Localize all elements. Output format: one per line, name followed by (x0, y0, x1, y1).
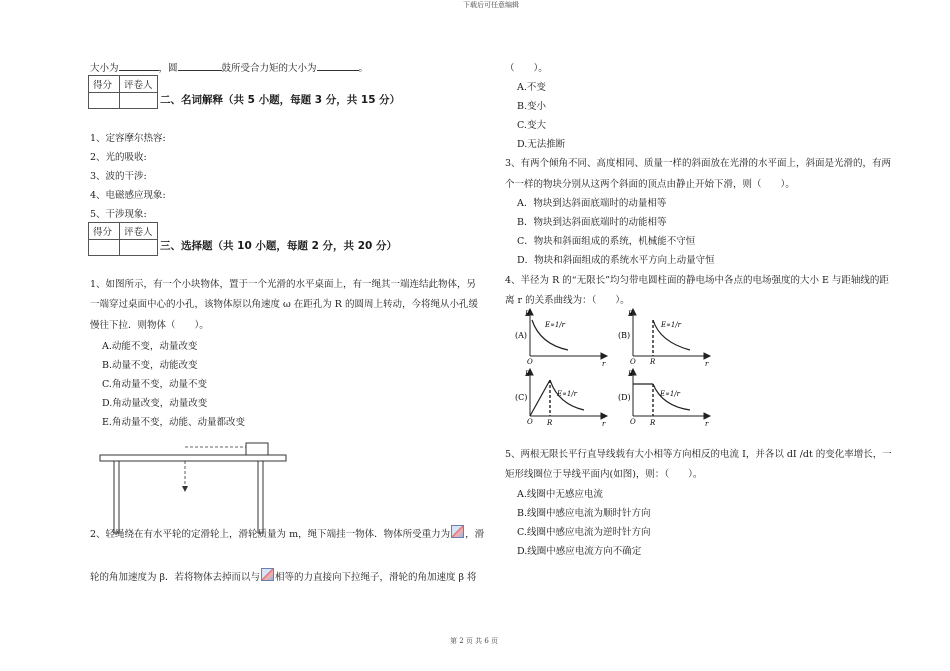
option-text: C.角动量不变，动量不变 (102, 379, 207, 390)
axis-label-r: r (602, 360, 606, 368)
axis-label-o: O (630, 418, 636, 426)
question-text: 1、如图所示，有一个小块物体，置于一个光滑的水平桌面上，有一绳其一端连结此物体，另 (90, 279, 477, 290)
axis-label-o: O (527, 418, 533, 426)
axis-label-radius: R (650, 358, 656, 366)
option-text: C．物块和斜面组成的系统，机械能不守恒 (517, 236, 696, 247)
axis-label-r: r (705, 360, 709, 368)
question-text: （ ）。 (505, 63, 548, 74)
grader-cell (120, 240, 158, 256)
option-text: C.变大 (517, 120, 546, 131)
section-title: 三、选择题（共 10 小题，每题 2 分，共 20 分） (160, 240, 397, 252)
axis-label-radius: R (650, 419, 656, 427)
option-text: D．物块和斜面组成的系统水平方向上动量守恒 (517, 255, 715, 266)
question-text: 一端穿过桌面中心的小孔，该物体原以角速度 ω 在距孔为 R 的圆周上转动，今将绳从小孔缓 (90, 299, 478, 310)
graph-formula: E∝1/r (660, 390, 681, 398)
axis-label-r: r (705, 420, 709, 428)
score-label: 得分 (89, 76, 120, 93)
question-text: 慢往下拉．则物体（ ）。 (90, 320, 209, 331)
question-text: 个一样的物块分别从这两个斜面的顶点由静止开始下滑，则（ ）。 (505, 179, 795, 190)
fill-text: ，圆 (158, 63, 178, 74)
graph-label: (D) (618, 393, 631, 402)
fill-text: 。 (358, 63, 369, 74)
axis-label-radius: R (547, 419, 553, 427)
option-text: B.线圈中感应电流为顺时针方向 (517, 508, 651, 519)
blank-field (317, 61, 359, 71)
table-diagram (96, 436, 296, 536)
axis-label-e: E (525, 370, 531, 378)
axis-label-e: E (628, 310, 634, 318)
score-box (88, 75, 158, 109)
option-text: C.线圈中感应电流为逆时针方向 (517, 527, 651, 538)
option-text: D.无法推断 (517, 139, 566, 150)
score-cell (89, 240, 120, 256)
term-item: 3、波的干涉: (90, 171, 147, 182)
axis-label-r: r (602, 420, 606, 428)
term-item: 1、定容摩尔热容: (90, 133, 166, 144)
axis-label-e: E (525, 310, 531, 318)
blank-field (178, 61, 222, 71)
formula-image-icon (261, 568, 274, 581)
option-text: A.不变 (517, 82, 546, 93)
graph-label: (B) (618, 331, 631, 340)
question-text: 离 r 的关系曲线为：（ ）。 (505, 295, 630, 306)
graph-formula: E∝1/r (545, 321, 566, 329)
option-text: A.线圈中无感应电流 (517, 489, 603, 500)
question-text: 3、有两个倾角不同、高度相同、质量一样的斜面放在光滑的水平面上，斜面是光滑的，有两 (505, 158, 892, 169)
graph-formula: E∝1/r (661, 321, 682, 329)
axis-label-o: O (630, 358, 636, 366)
question-text: 4、半径为 R 的“无限长”均匀带电圆柱面的静电场中各点的电场强度的大小 E 与距轴线的距 (505, 275, 889, 286)
graph-label: (C) (515, 393, 528, 402)
grader-label: 评卷人 (120, 76, 158, 93)
question-text (90, 568, 477, 583)
term-item: 5、干涉现象: (90, 209, 147, 220)
graph-label: (A) (515, 331, 528, 340)
question-text-part: ，滑 (465, 529, 485, 540)
header-note: 下载后可任意编辑 (463, 1, 519, 9)
term-item: 2、光的吸收: (90, 152, 147, 163)
fill-text: 大小为 (90, 63, 119, 74)
axis-label-o: O (527, 358, 533, 366)
option-text: B．物块到达斜面底端时的动能相等 (517, 217, 667, 228)
axis-label-e: E (628, 370, 634, 378)
grader-cell (120, 93, 158, 109)
score-box (88, 222, 158, 256)
option-text: D.线圈中感应电流方向不确定 (517, 546, 642, 557)
score-label: 得分 (89, 223, 120, 240)
grader-label: 评卷人 (120, 223, 158, 240)
fill-text: 鼓所受合力矩的大小为 (221, 63, 317, 74)
score-cell (89, 93, 120, 109)
option-text: A.动能不变，动量改变 (102, 341, 198, 352)
option-text: B.动量不变，动能改变 (102, 360, 198, 371)
blank-field (119, 61, 159, 71)
option-text: E.角动量不变，动能、动量都改变 (102, 417, 245, 428)
question-text: 矩形线圈位于导线平面内(如图)，则：（ ）。 (505, 469, 703, 480)
section-title: 二、名词解释（共 5 小题，每题 3 分，共 15 分） (160, 94, 401, 106)
formula-image-icon (451, 525, 464, 538)
option-text: D.角动量改变，动量改变 (102, 398, 208, 409)
fill-blank-line (90, 60, 368, 74)
question-text-part: 轮的角加速度为 β．若将物体去掉而以与 (90, 572, 261, 583)
question-text (90, 525, 484, 540)
field-graphs (510, 308, 715, 430)
graph-a (527, 309, 607, 359)
question-text: 5、两根无限长平行直导线载有大小相等方向相反的电流 I，并各以 dI /dt 的变化率增长，一 (505, 449, 892, 460)
term-item: 4、电磁感应现象: (90, 190, 166, 201)
question-text-part: 2、轻绳绕在有水平轮的定滑轮上，滑轮质量为 m，绳下端挂一物体．物体所受重力为 (90, 529, 451, 540)
graph-formula: E∝1/r (557, 390, 578, 398)
question-text-part: 相等的力直接向下拉绳子，滑轮的角加速度 β 将 (275, 572, 477, 583)
option-text: B.变小 (517, 101, 547, 112)
graph-b (630, 309, 710, 359)
option-text: A．物块到达斜面底端时的动量相等 (517, 198, 667, 209)
page-number: 第 2 页 共 6 页 (450, 637, 499, 645)
